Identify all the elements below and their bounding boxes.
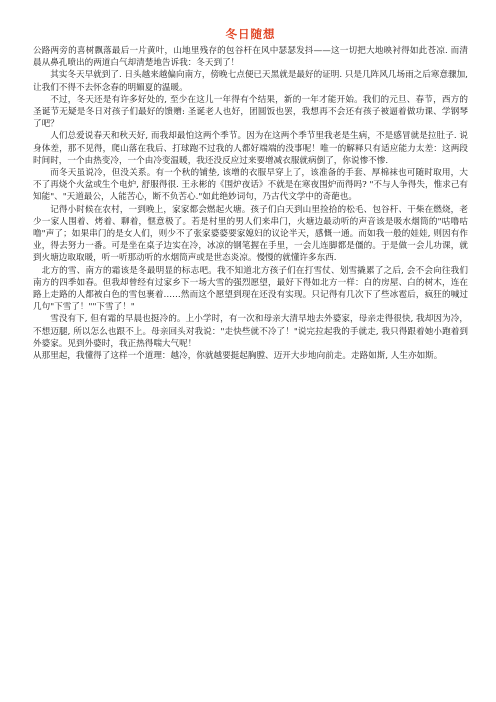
paragraph-3: 不过，冬天还是有许多好处的, 至少在这儿一年得有个结果，新的一年才能开始。我们的元旦、春节，西方的圣诞节无疑是冬日对孩子们最好的馈赠: 圣诞老人也好，团圆饭也罢，我想再不会还有孩子被逼着做功课、学钢琴了吧？ — [33, 94, 468, 130]
paragraph-6: 记得小时候在农村，一到晚上，家家都会燃起火塘。孩子们白天到山里捡拾的松毛、包谷杆、干柴在燃烧，老少一家人围着、烤着、聊着，惬意极了。若是村里的男人们来串门，火塘边最动听的声音该是吸水烟筒的"咕噜咕噜"声了；如果串门的是女人们，则少不了张家婆婆要家媳妇的议论半天，感慨一通。而如我一般的娃娃, 则因有作业，得去努力一番。可是坐在桌子边实在冷，冰凉的钢笔握在手里，一会儿连脚都是僵的。于是做一会儿功课，就到火塘边取取暖，听一听那动听的水烟筒声或是世态炎凉。慢慢的就懂许多东西. — [33, 204, 468, 264]
paragraph-9: 从那里起，我懂得了这样一个道理：越冷，你就越要挺起胸膛、迈开大步地向前走。走路如斯, 人生亦如斯。 — [33, 351, 443, 362]
paragraph-8: 雪没有下, 但有霜的早晨也挺冷的。上小学时，有一次和母亲大清早地去外婆家，母亲走得很快, 我却因为冷，不想迈腿, 所以怎么也跟不上。母亲回头对我说："走快些就不冷了！"说完拉起我的手就走, 我只得跟着她小跑着到外婆家。见到外婆时，我正热得喘大气呢！ — [33, 314, 468, 349]
paragraph-5: 而冬天虽说冷，但没关系。有一个秋的铺垫, 该增的衣服早穿上了，该准备的手套、厚棉袜也可随时取用，大不了再烧个火盆或生个电炉, 舒服得很. 王永彬的《围炉夜话》不就是在寒夜围炉而得吗? "不与人争得失，惟求己有知能"、"天道最公，人能苦心，断不负苦心."如此绝妙词句，乃古代文学中的奇葩也。 — [33, 168, 468, 203]
paragraph-1: 公路两旁的喜树飘落最后一片黄叶，山地里残存的包谷杆在风中瑟瑟发抖——这一切把大地映衬得如此苍凉. 而清晨从鼻孔喷出的两道白气却清楚地告诉我：冬天到了！ — [33, 46, 468, 69]
paragraph-2: 其实冬天早就到了. 日头越来越偏向南方，傍晚七点便已天黑就是最好的证明. 只是几阵风几场雨之后寒意骤加, 让我们不得不去怀念春的明媚夏的温暖。 — [33, 70, 468, 93]
paragraph-7: 北方的雪、南方的霜该是冬最明显的标志吧。我不知道北方孩子们在打雪仗、划雪撬累了之后, 会不会向往我们南方的四季如春。但我却曾经有过家乡下一场大雪的强烈愿望，最好下得如北方一样：白的房屋、白的树木，连在路上走路的人都被白色的雪包裹着……然而这个愿望到现在还没有实现。只记得有几次下了些冰雹后，疯狂的喊过几句"下雪了！""下雪了！" — [33, 265, 468, 313]
document-title: 冬日随想 — [225, 27, 276, 41]
paragraph-4: 人们总爱说春天和秋天好, 而我却最怕这两个季节。因为在这两个季节里我老是生病，不是感冒就是拉肚子. 说身体差，那不见得，爬山落在我后、打球跑不过我的人都好端端的没事呢！唯一的解释只有适应能力太差：这两段时间时，一个由热变冷，一个由冷变温暖，我还没反应过来要增减衣服就病倒了，你说惨不惨. — [33, 131, 468, 166]
document-page — [33, 27, 468, 362]
